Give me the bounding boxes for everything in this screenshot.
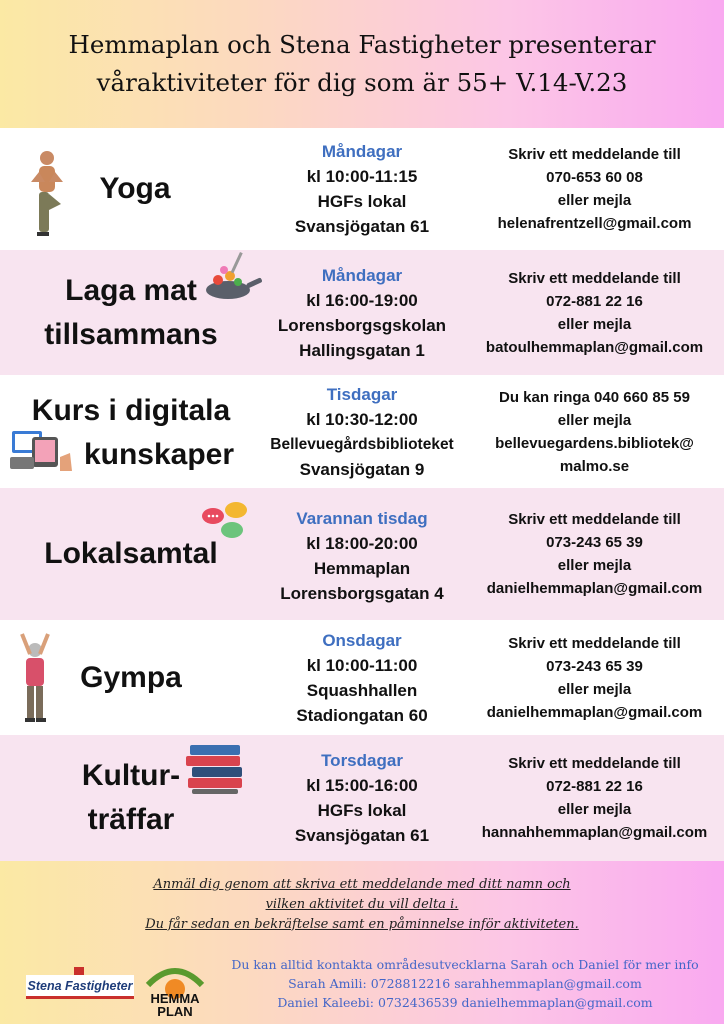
svg-text:HEMMA: HEMMA xyxy=(150,991,200,1006)
poster-header xyxy=(0,0,724,128)
activity-name: Laga mat tillsammans xyxy=(44,273,218,351)
stena-flag-icon xyxy=(74,967,84,975)
activity-row-cooking xyxy=(0,250,724,375)
signup-notice: Anmäl dig genom att skriva ett meddelande med ditt namn och vilken aktivitet du vill delta i. Du får sedan en bekräftelse samt en påminnelse inför aktiviteten. xyxy=(145,877,579,932)
email-link[interactable]: bellevuegardens.bibliotek@ xyxy=(495,434,694,452)
header-line-1: Hemmaplan och Stena Fastigheter presenterar xyxy=(68,30,656,59)
activity-name: Lokalsamtal xyxy=(44,537,218,570)
activity-contact: Skriv ett meddelande till 072-881 22 16 eller mejla hannahhemmaplan@gmail.com xyxy=(465,735,724,861)
activity-row-gym xyxy=(0,620,724,735)
svg-text:PLAN: PLAN xyxy=(157,1004,193,1018)
activity-contact: Skriv ett meddelande till 072-881 22 16 eller mejla batoulhemmaplan@gmail.com xyxy=(465,250,724,375)
header-line-2: våraktiviteter för dig som är 55+ V.14-V.23 xyxy=(96,68,628,97)
activity-schedule: Varannan tisdag kl 18:00-20:00 Hemmaplan Lorensborgsgatan 4 xyxy=(280,509,444,603)
email-link[interactable]: hannahhemmaplan@gmail.com xyxy=(481,824,708,841)
activity-name: Kultur- träffar xyxy=(81,759,181,836)
activity-row-local-talk xyxy=(0,488,724,620)
activity-name: Kurs i digitala kunskaper xyxy=(31,394,235,471)
activity-schedule: Måndagar kl 10:00-11:15 HGFs lokal Svansjögatan 61 xyxy=(294,142,430,236)
email-link[interactable]: helenafrentzell@gmail.com xyxy=(497,215,692,232)
email-link[interactable]: batoulhemmaplan@gmail.com xyxy=(485,338,704,356)
activity-name: Gympa xyxy=(80,660,182,694)
activity-row-culture xyxy=(0,735,724,861)
activity-schedule: Onsdagar kl 10:00-11:00 Squashhallen Stadiongatan 60 xyxy=(296,630,428,725)
stena-fastigheter-logo: Stena Fastigheter xyxy=(26,975,134,999)
email-link[interactable]: danielhemmaplan@gmail.com xyxy=(486,703,703,721)
hemmaplan-logo xyxy=(140,963,210,1018)
activity-schedule: Torsdagar kl 15:00-16:00 HGFs lokal Svansjögatan 61 xyxy=(294,751,430,845)
activity-row-digital xyxy=(0,375,724,488)
activity-schedule: Tisdagar kl 10:30-12:00 Bellevuegårdsbiblioteket Svansjögatan 9 xyxy=(270,384,454,479)
footer-contact-info: Du kan alltid kontakta områdesutvecklarna Sarah och Daniel för mer info Sarah Amili: 0728812216 sarahhemmaplan@gmail.com Daniel Kaleebi: 0732436539 danielhemmaplan@gmail.com xyxy=(231,957,699,1010)
activity-schedule: Måndagar kl 16:00-19:00 Lorensborgsgskolan Hallingsgatan 1 xyxy=(277,265,447,360)
activity-name: Yoga xyxy=(99,172,171,205)
activity-contact: Du kan ringa 040 660 85 59 eller mejla bellevuegardens.bibliotek@ malmo.se xyxy=(495,388,694,475)
activity-contact: Skriv ett meddelande till 073-243 65 39 eller mejla danielhemmaplan@gmail.com xyxy=(465,620,724,735)
activity-contact: Skriv ett meddelande till 070-653 60 08 eller mejla helenafrentzell@gmail.com xyxy=(465,128,724,250)
email-link[interactable]: danielhemmaplan@gmail.com xyxy=(486,580,703,597)
activity-row-yoga xyxy=(0,128,724,250)
activity-contact: Skriv ett meddelande till 073-243 65 39 eller mejla danielhemmaplan@gmail.com xyxy=(465,488,724,620)
